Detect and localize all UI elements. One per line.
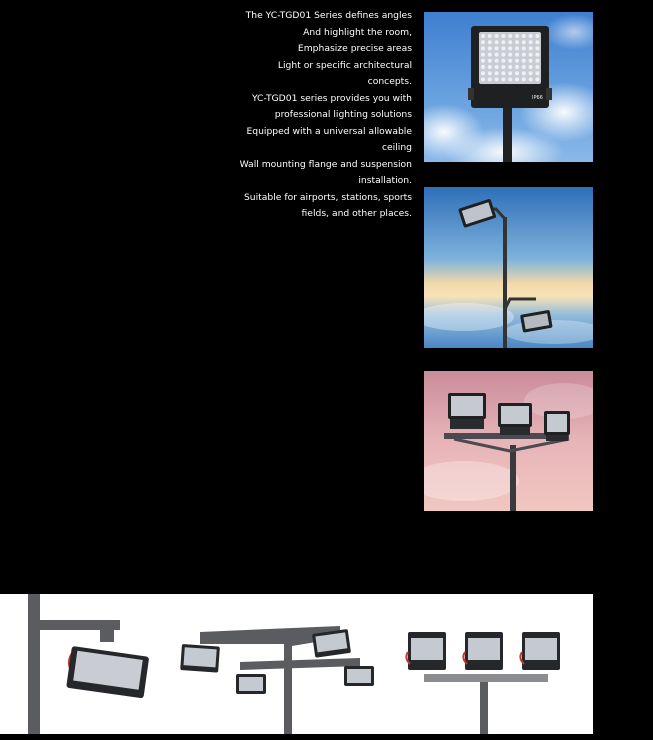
product-photo-pole-lights-horizon — [424, 187, 593, 348]
description-line: Equipped with a universal allowable — [246, 125, 412, 137]
description-line: Light or specific architectural — [277, 59, 412, 71]
description-line: Emphasize precise areas — [297, 43, 412, 54]
description-line: And highlight the room, — [303, 26, 412, 38]
product-photo-single-floodlight — [424, 12, 593, 162]
description-line: Suitable for airports, stations, sports — [243, 191, 412, 203]
description-line: Wall mounting flange and suspension — [239, 158, 412, 170]
description-line: fields, and other places. — [301, 208, 412, 219]
description-line: YC-TGD01 series provides you with — [251, 92, 412, 104]
description-line: ceiling — [381, 142, 412, 153]
ip-rating-badge: IP66 — [532, 95, 543, 101]
config-side-arm — [28, 594, 149, 734]
product-photo-triple-floodlights — [424, 371, 593, 511]
description-line: concepts. — [367, 76, 412, 87]
config-t-frame — [180, 626, 374, 734]
description-line: installation. — [358, 175, 412, 186]
description-line: The YC-TGD01 Series defines angles — [245, 10, 412, 21]
product-description — [235, 8, 412, 223]
mounting-configurations-banner — [0, 594, 593, 734]
config-crossbar — [406, 632, 560, 734]
description-line: professional lighting solutions — [274, 109, 412, 120]
